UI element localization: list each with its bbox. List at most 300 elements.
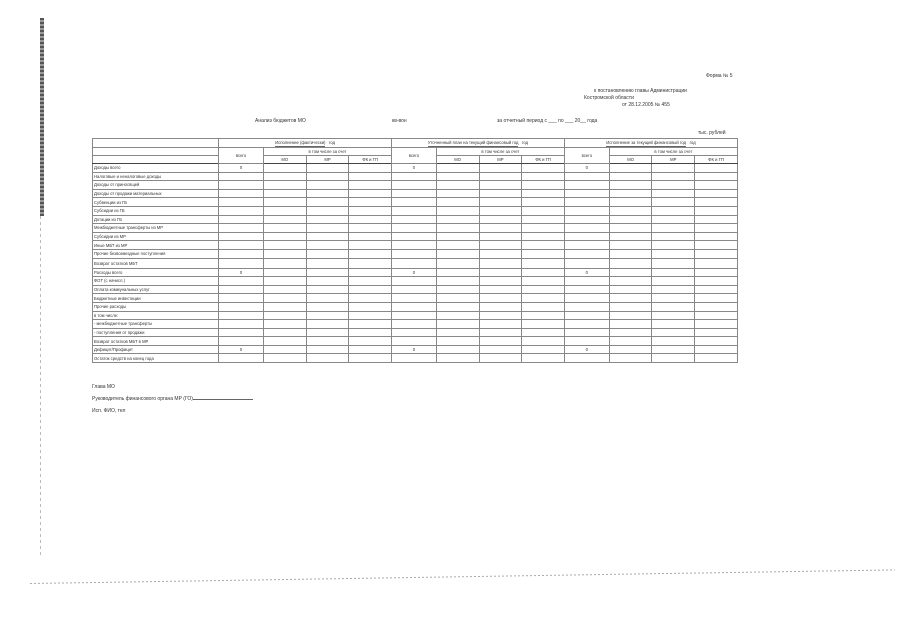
cell [306, 181, 349, 190]
cell-total [564, 294, 609, 303]
row-label: Возврат остатков МБТ в МР [93, 337, 219, 346]
cell [695, 206, 738, 215]
header-blank-2 [93, 156, 219, 164]
cell [479, 345, 522, 354]
cell [652, 354, 695, 363]
cell-total [392, 172, 437, 181]
cell [652, 232, 695, 241]
header-line-2: Костромской области [584, 95, 634, 101]
cell [263, 302, 306, 311]
cell [306, 277, 349, 286]
cell [695, 302, 738, 311]
cell [695, 320, 738, 329]
row-label: Субвенции из ГБ [93, 198, 219, 207]
cell-total [564, 328, 609, 337]
cell-total [392, 294, 437, 303]
table-row [93, 172, 738, 181]
row-label: - межбюджетные трансферты [93, 320, 219, 329]
row-label: Расходы всего [93, 268, 219, 277]
cell-total [219, 172, 264, 181]
cell [349, 206, 392, 215]
cell [349, 345, 392, 354]
cell [609, 337, 652, 346]
row-label: Бюджетные инвестиции [93, 294, 219, 303]
cell [349, 249, 392, 258]
cell [349, 224, 392, 233]
cell-total [564, 241, 609, 250]
cell [522, 189, 565, 198]
cell [436, 302, 479, 311]
cell [695, 189, 738, 198]
cell [522, 345, 565, 354]
row-label: Доходы от продажи материальных [93, 189, 219, 198]
row-label: Дефицит/Профицит [93, 345, 219, 354]
cell [479, 198, 522, 207]
cell [306, 328, 349, 337]
cell [436, 320, 479, 329]
cell-total [219, 249, 264, 258]
cell [522, 337, 565, 346]
cell [306, 302, 349, 311]
row-label: Межбюджетные трансферты из МР [93, 224, 219, 233]
row-label: - поступления от продажи [93, 328, 219, 337]
cell [609, 215, 652, 224]
cell [479, 268, 522, 277]
cell-total [392, 198, 437, 207]
cell-total [392, 311, 437, 320]
cell [263, 320, 306, 329]
header-corner [93, 139, 219, 148]
cell [609, 224, 652, 233]
cell [522, 215, 565, 224]
cell [695, 181, 738, 190]
cell-total: 0 [392, 164, 437, 173]
table-row [93, 181, 738, 190]
sub-all-3: всего [564, 148, 609, 164]
col-fk-2: ФК и ГП [522, 156, 565, 164]
cell-total [219, 241, 264, 250]
cell [479, 206, 522, 215]
cell-total [564, 258, 609, 268]
cell [306, 215, 349, 224]
cell [522, 302, 565, 311]
cell [263, 241, 306, 250]
cell [522, 172, 565, 181]
cell [263, 285, 306, 294]
cell [479, 249, 522, 258]
col-mr-3: МР [652, 156, 695, 164]
cell [652, 337, 695, 346]
cell-total [564, 285, 609, 294]
cell-total [219, 320, 264, 329]
cell [306, 320, 349, 329]
col-fk-3: ФК и ГП [695, 156, 738, 164]
row-label: Остаток средств на конец года [93, 354, 219, 363]
group-header-2: Уточненный план на текущий финансовый год год [392, 139, 565, 148]
cell-total [564, 189, 609, 198]
cell [522, 311, 565, 320]
cell [609, 294, 652, 303]
cell [306, 345, 349, 354]
cell [695, 354, 738, 363]
cell [652, 294, 695, 303]
cell [479, 294, 522, 303]
cell [695, 328, 738, 337]
header-line-1: к постановлению главы Администрации [594, 88, 687, 94]
cell [695, 268, 738, 277]
sub-all-2: всего [392, 148, 437, 164]
cell-total [392, 258, 437, 268]
budget-analysis-table [92, 138, 738, 363]
cell [609, 311, 652, 320]
cell-total [392, 224, 437, 233]
cell [522, 249, 565, 258]
cell [695, 232, 738, 241]
cell [436, 337, 479, 346]
cell [695, 215, 738, 224]
cell [263, 277, 306, 286]
cell [652, 181, 695, 190]
table-row [93, 337, 738, 346]
cell [652, 277, 695, 286]
cell [479, 164, 522, 173]
cell [436, 258, 479, 268]
cell-total [219, 337, 264, 346]
table-row [93, 302, 738, 311]
cell-total [392, 302, 437, 311]
cell-total [564, 320, 609, 329]
cell [609, 181, 652, 190]
cell [436, 294, 479, 303]
cell [306, 354, 349, 363]
cell [263, 172, 306, 181]
cell [652, 206, 695, 215]
cell [263, 224, 306, 233]
row-label: Доходы всего [93, 164, 219, 173]
cell [436, 181, 479, 190]
cell-total [219, 198, 264, 207]
col-mo-2: МО [436, 156, 479, 164]
cell [609, 164, 652, 173]
row-label: Субсидии из ГБ [93, 206, 219, 215]
cell-total: 0 [219, 268, 264, 277]
group-header-3: Исполнение за текущий финансовый год год [564, 139, 737, 148]
cell-total [564, 206, 609, 215]
table-row [93, 249, 738, 258]
cell-total [392, 215, 437, 224]
cell-total [392, 337, 437, 346]
cell [263, 328, 306, 337]
cell [652, 328, 695, 337]
cell-total [219, 258, 264, 268]
cell-total [392, 181, 437, 190]
cell [652, 215, 695, 224]
table-row [93, 189, 738, 198]
cell-total [219, 206, 264, 215]
cell [306, 198, 349, 207]
cell [652, 241, 695, 250]
group-header-1: Исполнение (фактически) год [219, 139, 392, 148]
table-row [93, 232, 738, 241]
cell [479, 181, 522, 190]
cell [609, 189, 652, 198]
cell [306, 241, 349, 250]
cell [263, 249, 306, 258]
cell [522, 224, 565, 233]
col-fk-1: ФК и ГП [349, 156, 392, 164]
cell [652, 189, 695, 198]
cell [349, 198, 392, 207]
cell-total [564, 249, 609, 258]
footer-executor: Исп. ФИО, тел [92, 408, 126, 414]
units-label: тыс. рублей [698, 130, 726, 136]
cell [522, 198, 565, 207]
cell-total: 0 [219, 345, 264, 354]
sub-incl-1: в том числе за счет [263, 148, 391, 156]
cell [263, 198, 306, 207]
cell [695, 258, 738, 268]
scan-bottom-edge [30, 569, 895, 584]
cell-total [564, 337, 609, 346]
cell [609, 320, 652, 329]
cell-total [219, 294, 264, 303]
cell [522, 328, 565, 337]
cell [263, 345, 306, 354]
cell [609, 268, 652, 277]
cell [695, 277, 738, 286]
table-row [93, 354, 738, 363]
table-row [93, 285, 738, 294]
cell-total [392, 249, 437, 258]
cell [436, 354, 479, 363]
cell [479, 302, 522, 311]
cell-total [564, 224, 609, 233]
cell-total [219, 302, 264, 311]
cell [263, 215, 306, 224]
cell [479, 328, 522, 337]
cell [436, 224, 479, 233]
cell-total [564, 311, 609, 320]
cell-total: 0 [564, 345, 609, 354]
cell [522, 354, 565, 363]
header-line-3: от 28.12.2005 № 455 [622, 102, 670, 108]
cell [609, 241, 652, 250]
cell [306, 232, 349, 241]
cell [263, 206, 306, 215]
cell [349, 302, 392, 311]
cell [522, 181, 565, 190]
cell-total [564, 302, 609, 311]
cell [652, 302, 695, 311]
cell [349, 320, 392, 329]
cell [609, 198, 652, 207]
cell [609, 354, 652, 363]
cell [479, 232, 522, 241]
cell [349, 294, 392, 303]
cell [306, 285, 349, 294]
cell [263, 294, 306, 303]
table-row [93, 320, 738, 329]
cell [522, 277, 565, 286]
col-mr-1: МР [306, 156, 349, 164]
cell [695, 241, 738, 250]
cell [522, 206, 565, 215]
cell-total [392, 277, 437, 286]
cell-total: 0 [564, 164, 609, 173]
cell-total [392, 328, 437, 337]
cell [306, 294, 349, 303]
cell [263, 258, 306, 268]
row-label: ФОТ (с начисл.) [93, 277, 219, 286]
table-row [93, 258, 738, 268]
cell [652, 249, 695, 258]
cell [609, 345, 652, 354]
cell [263, 189, 306, 198]
cell [349, 277, 392, 286]
cell-total [564, 277, 609, 286]
cell [436, 206, 479, 215]
cell [695, 198, 738, 207]
cell-total [219, 328, 264, 337]
cell [349, 337, 392, 346]
col-mo-3: МО [609, 156, 652, 164]
cell-total [564, 354, 609, 363]
cell-total [564, 198, 609, 207]
row-label: в том числе: [93, 311, 219, 320]
cell [306, 164, 349, 173]
cell [652, 268, 695, 277]
col-mo-1: МО [263, 156, 306, 164]
cell-total [392, 320, 437, 329]
cell [479, 320, 522, 329]
table-row [93, 198, 738, 207]
row-label: Возврат остатков МБТ [93, 258, 219, 268]
cell-total [219, 189, 264, 198]
cell [436, 328, 479, 337]
cell [522, 285, 565, 294]
cell [652, 198, 695, 207]
cell [263, 181, 306, 190]
cell [263, 232, 306, 241]
cell [479, 224, 522, 233]
cell [522, 164, 565, 173]
cell-total [392, 232, 437, 241]
cell [609, 206, 652, 215]
cell [695, 224, 738, 233]
cell [306, 249, 349, 258]
header-blank [93, 148, 219, 156]
cell-total [219, 181, 264, 190]
cell-total [219, 311, 264, 320]
cell [349, 258, 392, 268]
cell-total [219, 224, 264, 233]
cell-total [219, 285, 264, 294]
cell [436, 277, 479, 286]
cell-total [392, 285, 437, 294]
cell-total [564, 181, 609, 190]
cell [436, 232, 479, 241]
cell-total [219, 277, 264, 286]
table-row [93, 215, 738, 224]
cell [263, 354, 306, 363]
row-label: Налоговые и неналоговые доходы [93, 172, 219, 181]
cell-total [392, 189, 437, 198]
cell [436, 215, 479, 224]
cell [436, 172, 479, 181]
cell-total [219, 354, 264, 363]
scan-edge-mark [40, 18, 44, 216]
cell [306, 268, 349, 277]
table-row [93, 311, 738, 320]
cell [652, 224, 695, 233]
cell-total: 0 [392, 268, 437, 277]
cell [349, 328, 392, 337]
cell [479, 337, 522, 346]
cell [479, 285, 522, 294]
cell [609, 232, 652, 241]
cell [695, 172, 738, 181]
cell [522, 320, 565, 329]
row-label: Доходы от приносящей [93, 181, 219, 190]
cell [479, 277, 522, 286]
cell [349, 181, 392, 190]
cell [436, 189, 479, 198]
document-title: Анализ бюджетов МО [255, 118, 306, 124]
row-label: Прочие расходы [93, 302, 219, 311]
cell [695, 249, 738, 258]
cell [263, 311, 306, 320]
cell [652, 320, 695, 329]
cell [263, 164, 306, 173]
cell-total: 0 [392, 345, 437, 354]
cell-total [392, 241, 437, 250]
row-label: Иные МБТ из МР [93, 241, 219, 250]
table-row [93, 224, 738, 233]
cell-total [564, 172, 609, 181]
cell [436, 311, 479, 320]
cell [522, 294, 565, 303]
cell [609, 172, 652, 181]
cell [695, 311, 738, 320]
cell [652, 164, 695, 173]
cell [695, 285, 738, 294]
cell [349, 285, 392, 294]
cell [479, 215, 522, 224]
cell [479, 258, 522, 268]
cell [609, 277, 652, 286]
form-label: Форма № 5 [706, 73, 733, 79]
cell [436, 164, 479, 173]
cell [306, 206, 349, 215]
table-row [93, 294, 738, 303]
cell [306, 258, 349, 268]
cell [306, 189, 349, 198]
cell [652, 258, 695, 268]
cell [609, 302, 652, 311]
cell [609, 328, 652, 337]
cell [479, 311, 522, 320]
cell [522, 232, 565, 241]
cell [349, 354, 392, 363]
table-row [93, 241, 738, 250]
cell-total [564, 215, 609, 224]
cell-total [392, 354, 437, 363]
scan-edge-faint [40, 216, 41, 556]
cell [436, 198, 479, 207]
row-label: Дотации из ГБ [93, 215, 219, 224]
cell [479, 241, 522, 250]
title-date-range: за отчетный период с ___ по ___ 20__ года [497, 118, 598, 124]
